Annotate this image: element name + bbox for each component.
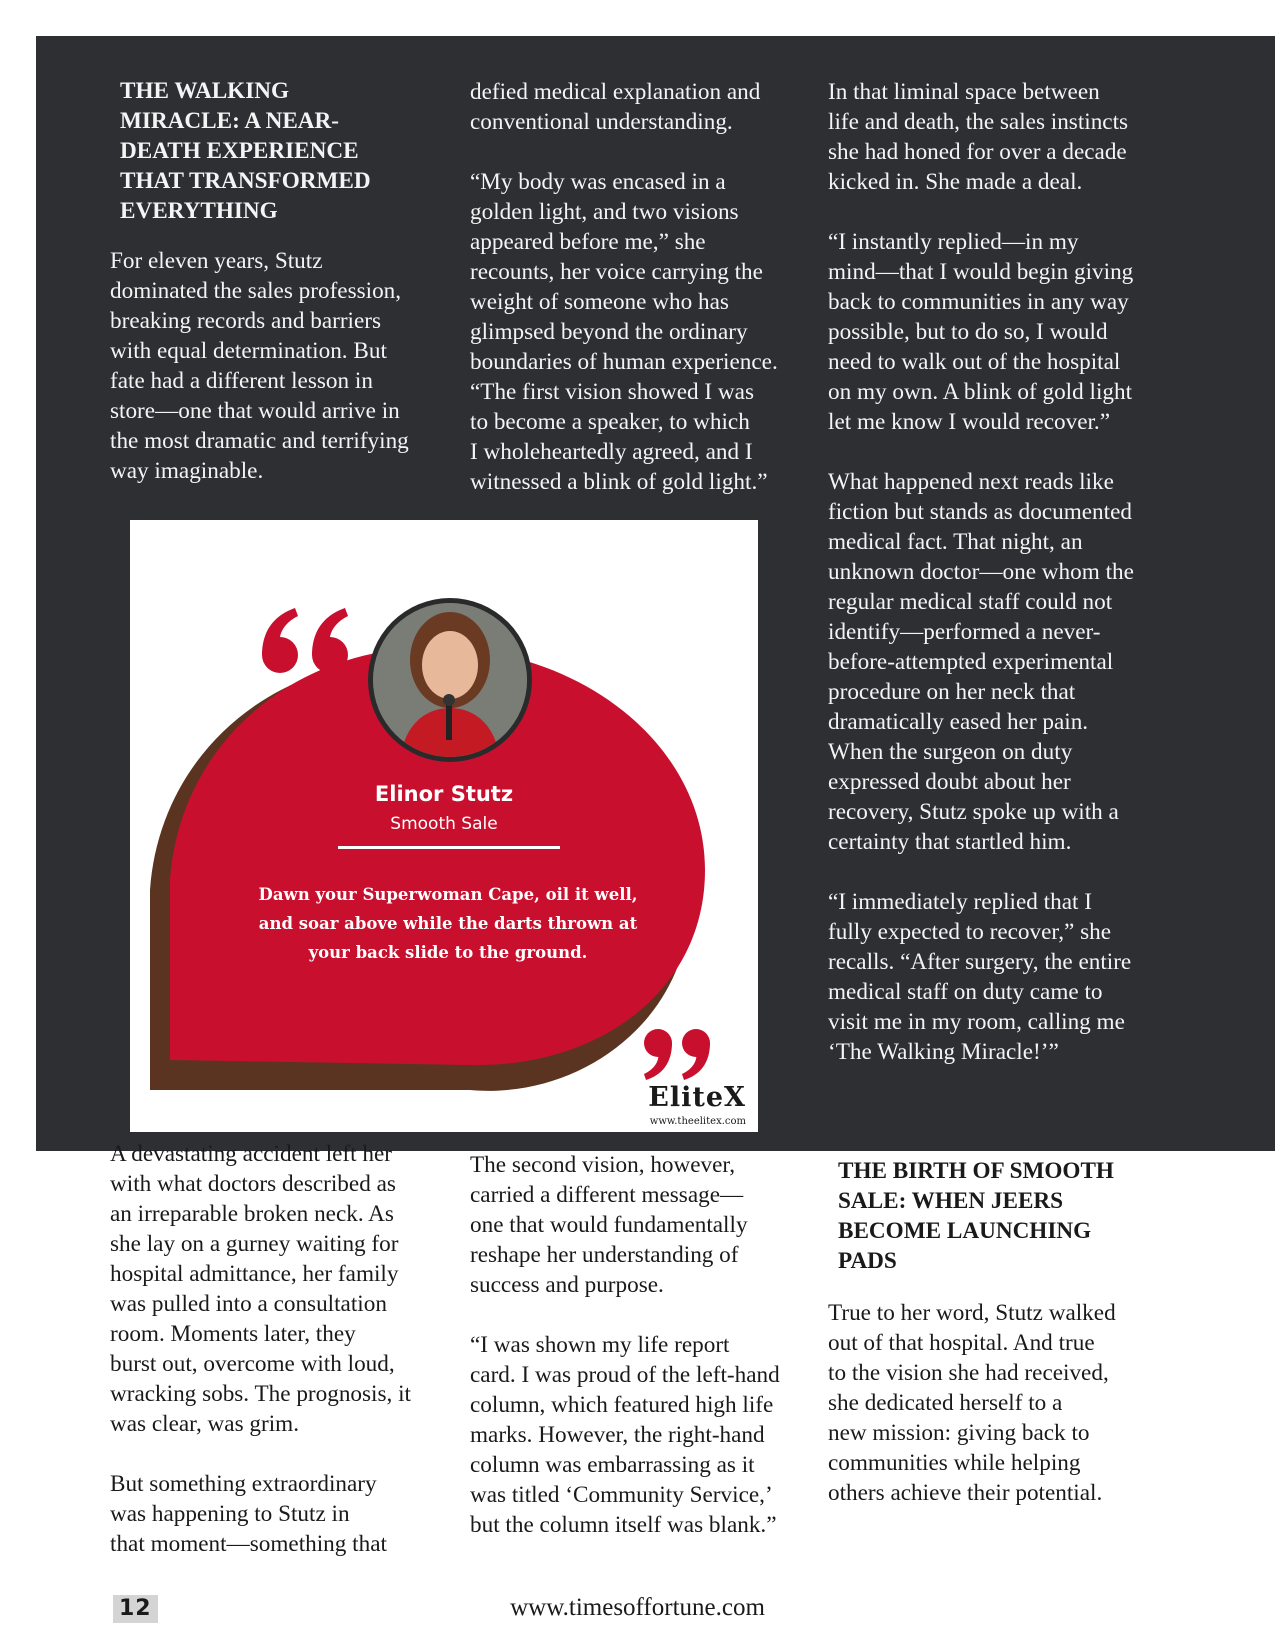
paragraph: “I was shown my life report card. I was proud of the left-hand column, which featured high life marks. However, the right-hand column was embarrassing as it was titled ‘Community Service,’ but the column itself was blank.”: [470, 1332, 780, 1538]
avatar-elinor-stutz: [368, 598, 532, 762]
section-heading-birth-of-smooth-sale: THE BIRTH OF SMOOTH SALE: WHEN JEERS BECOME LAUNCHING PADS: [838, 1158, 1114, 1274]
paragraph: defied medical explanation and conventional understanding.: [470, 79, 761, 135]
paragraph: The second vision, however, carried a different message— one that would fundamentally reshape her understanding of success and purpose.: [470, 1152, 748, 1298]
section-heading-walking-miracle: THE WALKING MIRACLE: A NEAR- DEATH EXPERIENCE THAT TRANSFORMED EVERYTHING: [120, 78, 371, 224]
bottom-column-2: [470, 1150, 810, 1540]
paragraph: For eleven years, Stutz dominated the sales profession, breaking records and barriers with equal determination. But fate had a different lesson in store—one that would arrive in the most dramatic and terrifying way imaginable.: [110, 248, 409, 484]
paragraph: “I immediately replied that I fully expected to recover,” she recalls. “After surgery, the entire medical staff on duty came to visit me in my room, calling me ‘The Walking Miracle!’”: [828, 889, 1132, 1065]
top-column-2: [470, 77, 810, 497]
paragraph: “I instantly replied—in my mind—that I would begin giving back to communities in any way possible, but to do so, I would need to walk out of the hospital on my own. A blink of gold light let me know I would recover.”: [828, 229, 1134, 435]
paragraph: A devastating accident left her with what doctors described as an irreparable broken neck. As she lay on a gurney waiting for hospital admittance, her family was pulled into a consultation room. Moments later, they burst out, overcome with loud, wracking sobs. The prognosis, it was clear, was grim.: [110, 1141, 411, 1437]
paragraph: True to her word, Stutz walked out of that hospital. And true to the vision she had received, she dedicated herself to a new mission: giving back to communities while helping others achieve their potential.: [828, 1300, 1116, 1506]
open-quote-icon: [262, 608, 348, 673]
elitex-logo: EliteX: [648, 1082, 746, 1113]
bottom-column-3: [828, 1156, 1173, 1508]
elitex-url: www.theelitex.com: [649, 1116, 746, 1127]
page-number: 12: [113, 1595, 158, 1623]
top-column-1: [110, 76, 440, 486]
close-quote-icon: [644, 1029, 710, 1080]
paragraph: “My body was encased in a golden light, and two visions appeared before me,” she recounts, her voice carrying the weight of someone who has glimpsed beyond the ordinary boundaries of human experience. “The first vision showed I was to become a speaker, to which I wholeheartedly agreed, and I witnessed a blink of gold light.”: [470, 169, 778, 495]
quote-author-company: Smooth Sale: [390, 814, 498, 834]
paragraph: In that liminal space between life and death, the sales instincts she had honed for over a decade kicked in. She made a deal.: [828, 79, 1129, 195]
paragraph: But something extraordinary was happening to Stutz in that moment—something that: [110, 1471, 387, 1557]
quote-author-name: Elinor Stutz: [374, 782, 514, 806]
quote-text: Dawn your Superwoman Cape, oil it well, and soar above while the darts thrown at your back slide to the ground.: [258, 885, 638, 962]
quote-card-image: [130, 520, 758, 1132]
paragraph: What happened next reads like fiction but stands as documented medical fact. That night, an unknown doctor—one whom the regular medical staff could not identify—performed a never- before-attempted experimental procedure on her neck that dramatically eased her pain. When the surgeon on duty expressed doubt about her recovery, Stutz spoke up with a certainty that startled him.: [828, 469, 1134, 855]
top-column-3: [828, 77, 1173, 1067]
bottom-column-1: [110, 1139, 450, 1559]
footer-url: www.timesoffortune.com: [510, 1594, 765, 1621]
quote-divider: [338, 846, 560, 849]
